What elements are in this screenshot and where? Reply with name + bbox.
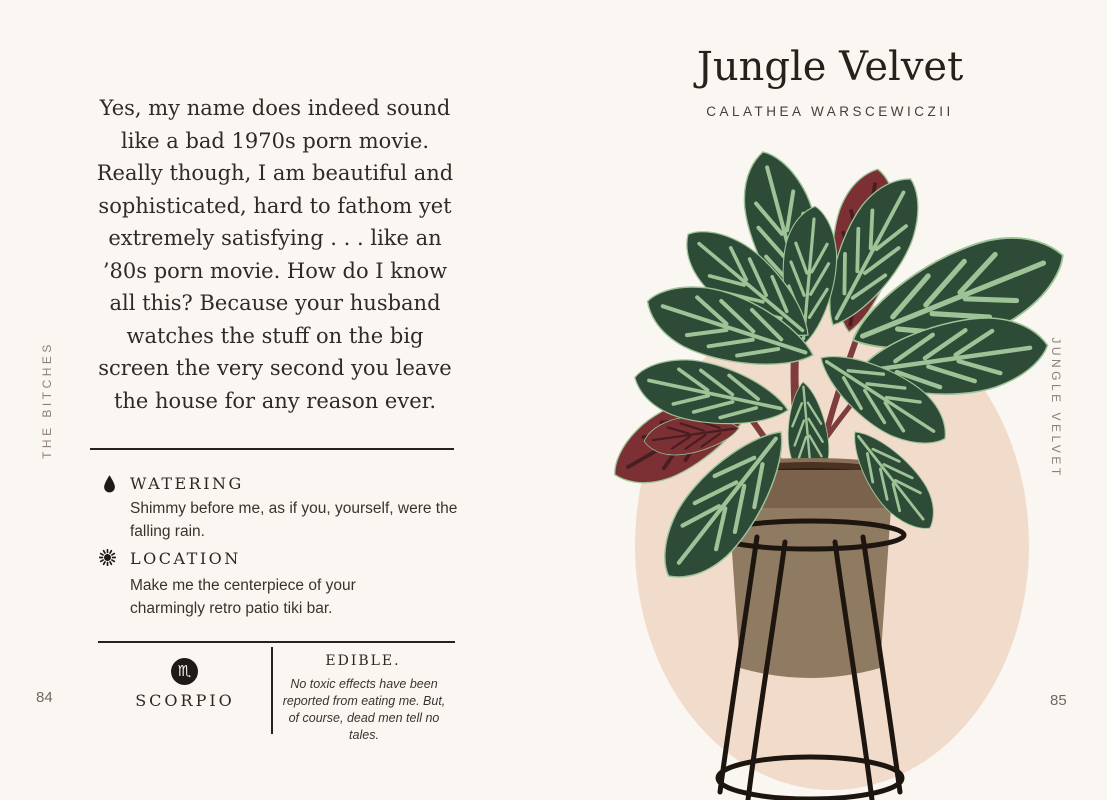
intro-line: like a bad 1970s porn movie. bbox=[121, 128, 429, 153]
page-subtitle: CALATHEA WARSCEWICZII bbox=[706, 104, 954, 119]
edible-label: EDIBLE. bbox=[325, 653, 401, 669]
watering-text: Shimmy before me, as if you, yourself, were the falling rain. bbox=[130, 500, 458, 540]
intro-line: the house for any reason ever. bbox=[113, 388, 437, 413]
page-number-right: 85 bbox=[1050, 692, 1067, 709]
location-text: Make me the centerpiece of your charmingly retro patio tiki bar. bbox=[130, 577, 356, 617]
water-drop-icon bbox=[103, 475, 116, 494]
intro-paragraph bbox=[75, 92, 475, 417]
intro-line: Really though, I am beautiful and bbox=[96, 161, 454, 185]
zodiac-name: SCORPIO bbox=[135, 691, 235, 710]
intro-line: extremely satisfying . . . like an bbox=[108, 226, 442, 250]
divider-rule-top bbox=[90, 448, 454, 450]
footer-divider bbox=[271, 647, 273, 734]
intro-line: all this? Because your husband bbox=[109, 291, 441, 315]
location-label: LOCATION bbox=[130, 549, 241, 568]
page-title: Jungle Velvet bbox=[696, 44, 964, 90]
scorpio-symbol: ♏ bbox=[177, 662, 192, 680]
spine-text-left: THE BITCHES bbox=[40, 341, 54, 459]
edible-text: No toxic effects have been reported from eating me. But, of course, dead men tell no tales. bbox=[282, 677, 446, 742]
intro-line: Yes, my name does indeed sound bbox=[99, 96, 451, 120]
page-number-left: 84 bbox=[36, 689, 53, 706]
watering-label: WATERING bbox=[130, 474, 244, 493]
intro-line: sophisticated, hard to fathom yet bbox=[98, 193, 452, 218]
scorpio-icon bbox=[171, 658, 198, 685]
spine-text-right: JUNGLE VELVET bbox=[1049, 337, 1063, 479]
plant-illustration bbox=[553, 0, 1107, 800]
intro-line: watches the stuff on the big bbox=[126, 323, 424, 348]
sun-icon bbox=[99, 549, 116, 566]
intro-line: screen the very second you leave bbox=[98, 356, 452, 380]
divider-rule-bottom bbox=[98, 641, 455, 643]
intro-line: ’80s porn movie. How do I know bbox=[102, 258, 448, 283]
